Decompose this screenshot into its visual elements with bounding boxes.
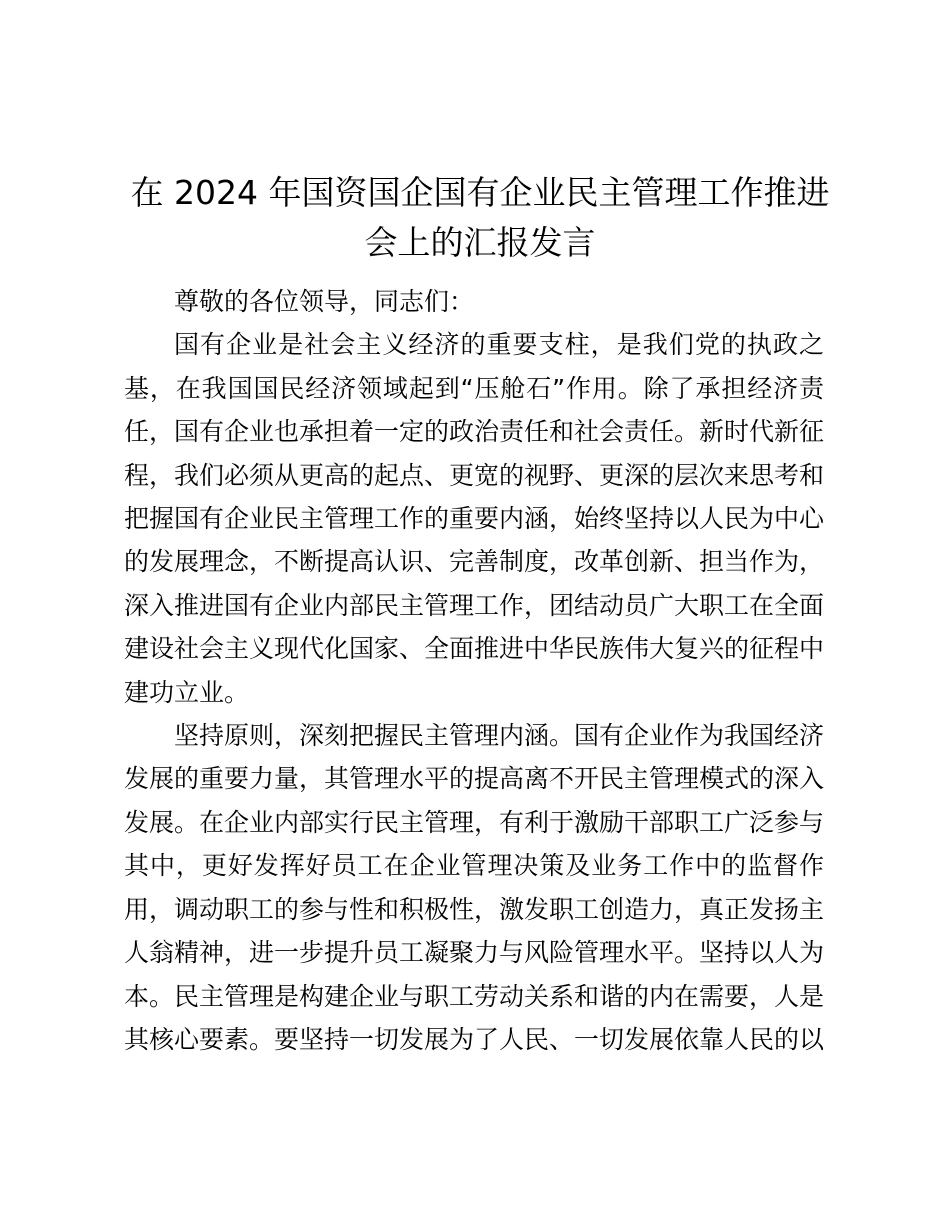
body-paragraph: 坚持原则，深刻把握民主管理内涵。国有企业作为我国经济发展的重要力量，其管理水平的提高离不开民主管理模式的深入发展。在企业内部实行民主管理，有利于激励干部职工广泛参与其中，更好发挥好员工在企业管理决策及业务工作中的监督作用，调动职工的参与性和积极性，激发职工创造力，真正发扬主人翁精神，进一步提升员工凝聚力与风险管理水平。坚持以人为本。民主管理是构建企业与职工劳动关系和谐的内在需要，人是其核心要素。要坚持一切发展为了人民、一切发展依靠人民的以	[124, 721, 825, 1054]
document-title: 在 2024 年国资国企国有企业民主管理工作推进会上的汇报发言	[130, 173, 830, 262]
document-body	[124, 280, 824, 1061]
salutation-paragraph: 尊敬的各位领导，同志们：	[174, 287, 475, 316]
body-paragraph: 国有企业是社会主义经济的重要支柱，是我们党的执政之基，在我国国民经济领域起到“压舱石”作用。除了承担经济责任，国有企业也承担着一定的政治责任和社会责任。新时代新征程，我们必须从更高的起点、更宽的视野、更深的层次来思考和把握国有企业民主管理工作的重要内涵，始终坚持以人民为中心的发展理念，不断提高认识、完善制度，改革创新、担当作为，深入推进国有企业内部民主管理工作，团结动员广大职工在全面建设社会主义现代化国家、全面推进中华民族伟大复兴的征程中建功立业。	[124, 330, 825, 707]
